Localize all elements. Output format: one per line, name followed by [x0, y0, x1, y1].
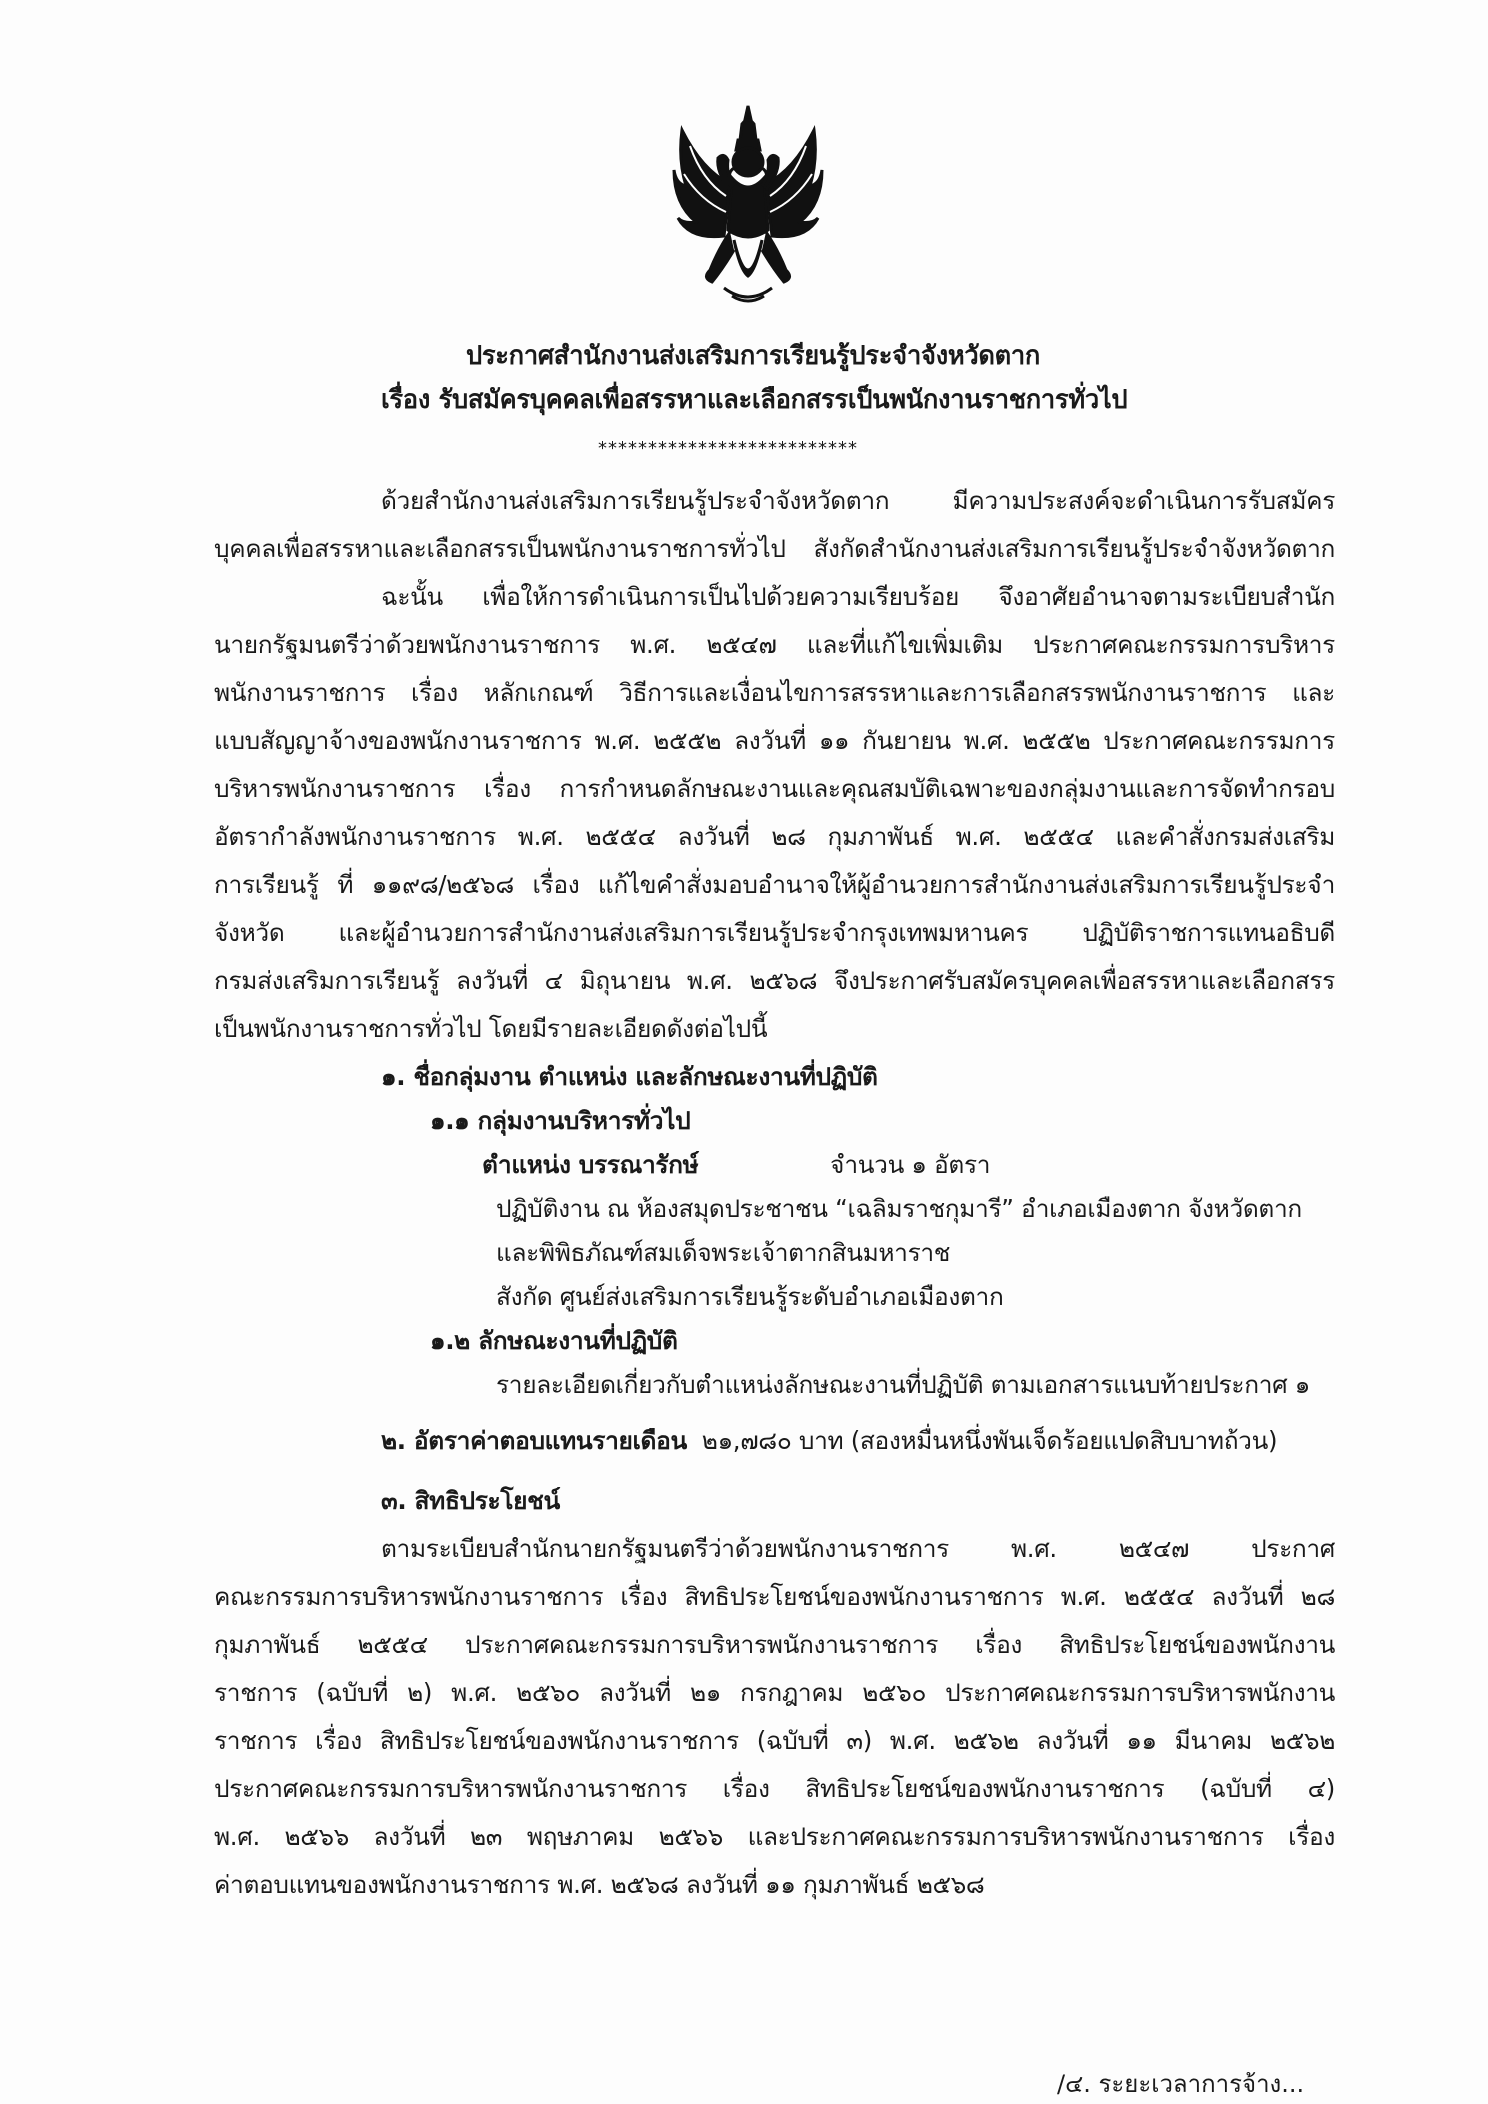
header-separator: **************************: [598, 438, 858, 459]
section-1-1-heading: ๑.๑ กลุ่มงานบริหารทั่วไป: [430, 1106, 691, 1135]
intro-line: การเรียนรู้ ที่ ๑๑๙๘/๒๕๖๘ เรื่อง แก้ไขคำสั่งมอบอำนาจให้ผู้อำนวยการสำนักงานส่งเสริมการเรียนรู้ประจำ: [214, 870, 1335, 899]
intro-line: บุคคลเพื่อสรรหาและเลือกสรรเป็นพนักงานราชการทั่วไป สังกัดสำนักงานส่งเสริมการเรียนรู้ประจำจังหวัดตาก: [214, 534, 1335, 563]
announcement-title: ประกาศสำนักงานส่งเสริมการเรียนรู้ประจำจังหวัดตาก: [466, 341, 1041, 371]
garuda-emblem-icon: [672, 100, 824, 310]
workplace-line: และพิพิธภัณฑ์สมเด็จพระเจ้าตากสินมหาราช: [496, 1238, 951, 1267]
intro-line: นายกรัฐมนตรีว่าด้วยพนักงานราชการ พ.ศ. ๒๕๔๗ และที่แก้ไขเพิ่มเติม ประกาศคณะกรรมการบริหาร: [214, 630, 1335, 659]
benefits-line: ค่าตอบแทนของพนักงานราชการ พ.ศ. ๒๕๖๘ ลงวันที่ ๑๑ กุมภาพันธ์ ๒๕๖๘: [214, 1870, 985, 1899]
intro-line: ด้วยสำนักงานส่งเสริมการเรียนรู้ประจำจังหวัดตาก มีความประสงค์จะดำเนินการรับสมัคร: [381, 486, 1335, 515]
workplace-line: สังกัด ศูนย์ส่งเสริมการเรียนรู้ระดับอำเภอเมืองตาก: [496, 1282, 1004, 1311]
section-2-line: [381, 1424, 1277, 1458]
benefits-line: ราชการ เรื่อง สิทธิประโยชน์ของพนักงานราชการ (ฉบับที่ ๓) พ.ศ. ๒๕๖๒ ลงวันที่ ๑๑ มีนาคม ๒๕๖๒: [214, 1726, 1335, 1755]
benefits-line: ราชการ (ฉบับที่ ๒) พ.ศ. ๒๕๖๐ ลงวันที่ ๒๑ กรกฎาคม ๒๕๖๐ ประกาศคณะกรรมการบริหารพนักงาน: [214, 1678, 1335, 1707]
salary-amount: ๒๑,๗๘๐ บาท (สองหมื่นหนึ่งพันเจ็ดร้อยแปดสิบบาทถ้วน): [701, 1426, 1278, 1455]
position-label: ตำแหน่ง บรรณารักษ์: [482, 1150, 699, 1179]
benefits-line: พ.ศ. ๒๕๖๖ ลงวันที่ ๒๓ พฤษภาคม ๒๕๖๖ และประกาศคณะกรรมการบริหารพนักงานราชการ เรื่อง: [214, 1822, 1335, 1851]
benefits-line: ประกาศคณะกรรมการบริหารพนักงานราชการ เรื่อง สิทธิประโยชน์ของพนักงานราชการ (ฉบับที่ ๔): [214, 1774, 1335, 1803]
intro-line: อัตรากำลังพนักงานราชการ พ.ศ. ๒๕๕๔ ลงวันที่ ๒๘ กุมภาพันธ์ พ.ศ. ๒๕๕๔ และคำสั่งกรมส่งเสริม: [214, 822, 1335, 851]
section-1-2-heading: ๑.๒ ลักษณะงานที่ปฏิบัติ: [430, 1326, 678, 1355]
section-2-heading: ๒. อัตราค่าตอบแทนรายเดือน: [381, 1426, 687, 1455]
intro-line: พนักงานราชการ เรื่อง หลักเกณฑ์ วิธีการและเงื่อนไขการสรรหาและการเลือกสรรพนักงานราชการ และ: [214, 678, 1335, 707]
intro-line: จังหวัด และผู้อำนวยการสำนักงานส่งเสริมการเรียนรู้ประจำกรุงเทพมหานคร ปฏิบัติราชการแทนอธิบดี: [214, 918, 1335, 947]
intro-line: กรมส่งเสริมการเรียนรู้ ลงวันที่ ๔ มิถุนายน พ.ศ. ๒๕๖๘ จึงประกาศรับสมัครบุคคลเพื่อสรรหาและเลือกสรร: [214, 966, 1335, 995]
continuation-marker: /๔. ระยะเวลาการจ้าง...: [1057, 2070, 1305, 2098]
intro-line: บริหารพนักงานราชการ เรื่อง การกำหนดลักษณะงานและคุณสมบัติเฉพาะของกลุ่มงานและการจัดทำกรอบ: [214, 774, 1335, 803]
announcement-subject: เรื่อง รับสมัครบุคคลเพื่อสรรหาและเลือกสรรเป็นพนักงานราชการทั่วไป: [381, 385, 1128, 415]
benefits-line: คณะกรรมการบริหารพนักงานราชการ เรื่อง สิทธิประโยชน์ของพนักงานราชการ พ.ศ. ๒๕๕๔ ลงวันที่ ๒๘: [214, 1582, 1335, 1611]
position-quota: จำนวน ๑ อัตรา: [830, 1150, 991, 1179]
benefits-line: ตามระเบียบสำนักนายกรัฐมนตรีว่าด้วยพนักงานราชการ พ.ศ. ๒๕๔๗ ประกาศ: [381, 1534, 1335, 1563]
intro-line: ฉะนั้น เพื่อให้การดำเนินการเป็นไปด้วยความเรียบร้อย จึงอาศัยอำนาจตามระเบียบสำนัก: [381, 582, 1335, 611]
intro-line: เป็นพนักงานราชการทั่วไป โดยมีรายละเอียดดังต่อไปนี้: [214, 1014, 768, 1043]
job-description-line: รายละเอียดเกี่ยวกับตำแหน่งลักษณะงานที่ปฏิบัติ ตามเอกสารแนบท้ายประกาศ ๑: [496, 1370, 1310, 1399]
section-3-heading: ๓. สิทธิประโยชน์: [381, 1486, 560, 1515]
intro-line: แบบสัญญาจ้างของพนักงานราชการ พ.ศ. ๒๕๕๒ ลงวันที่ ๑๑ กันยายน พ.ศ. ๒๕๕๒ ประกาศคณะกรรมการ: [214, 726, 1335, 755]
workplace-line: ปฏิบัติงาน ณ ห้องสมุดประชาชน “เฉลิมราชกุมารี” อำเภอเมืองตาก จังหวัดตาก: [496, 1194, 1302, 1223]
benefits-line: กุมภาพันธ์ ๒๕๕๔ ประกาศคณะกรรมการบริหารพนักงานราชการ เรื่อง สิทธิประโยชน์ของพนักงาน: [214, 1630, 1335, 1659]
section-1-heading: ๑. ชื่อกลุ่มงาน ตำแหน่ง และลักษณะงานที่ปฏิบัติ: [381, 1062, 878, 1091]
